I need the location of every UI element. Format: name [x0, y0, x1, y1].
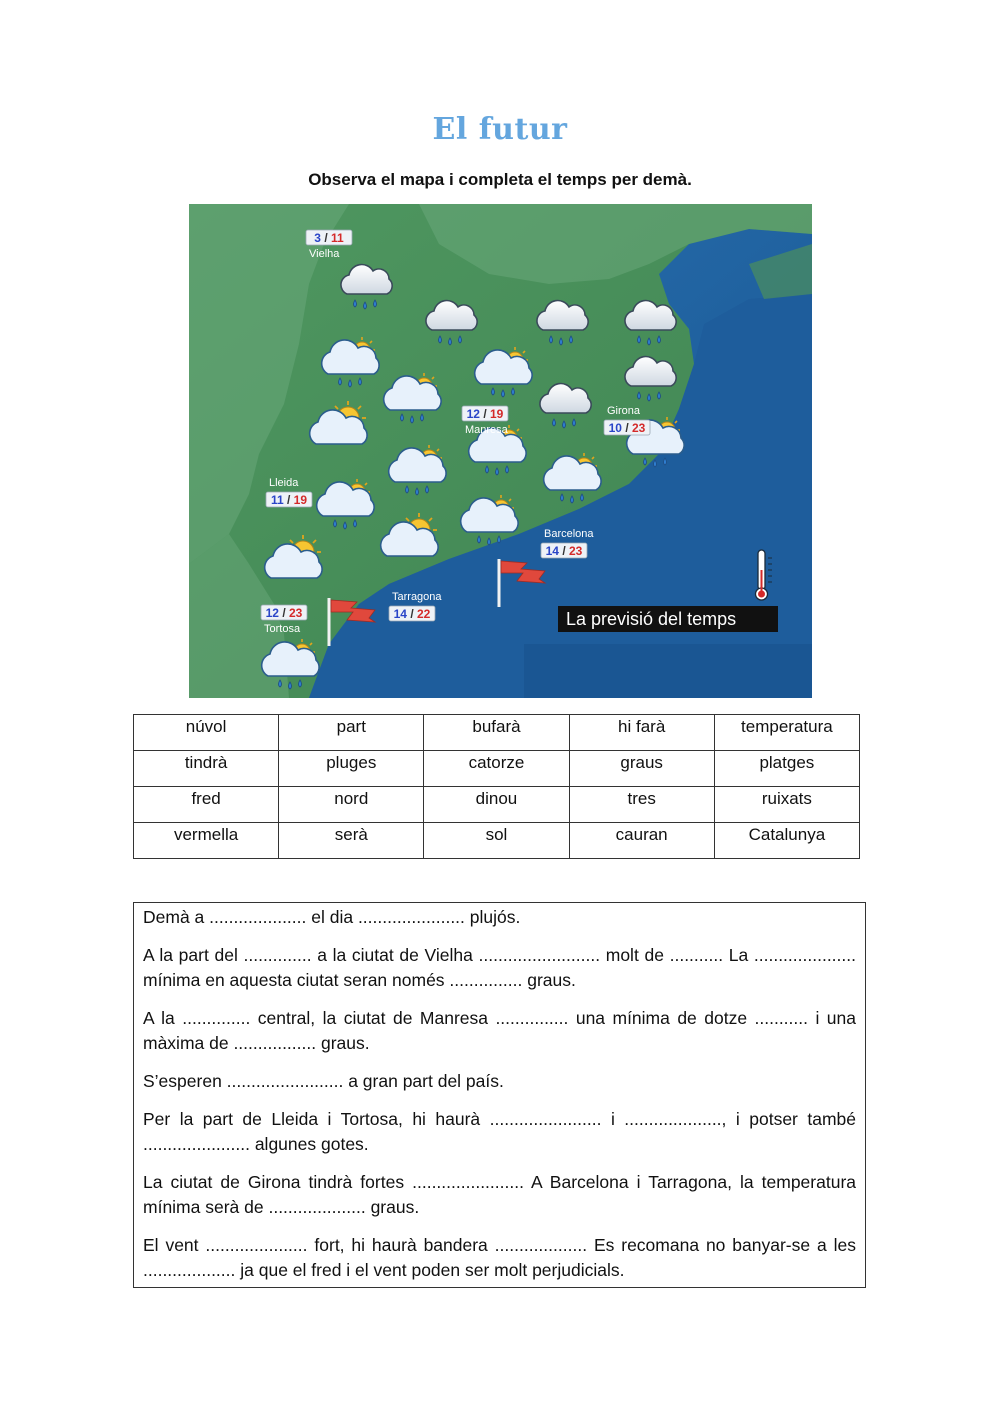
- city-label: [541, 528, 594, 558]
- city-name: Tortosa: [264, 623, 301, 635]
- word-cell: serà: [279, 823, 424, 859]
- exercise-sentence: A la .............. central, la ciutat de Manresa ............... una mínima de dotze ........... i una màxima de ................. graus.: [143, 1008, 856, 1053]
- word-row: [134, 715, 860, 751]
- word-cell: platges: [714, 751, 859, 787]
- temperature-range: 11 / 19: [270, 493, 308, 507]
- fill-in-exercise: [133, 902, 866, 1288]
- word-cell: temperatura: [714, 715, 859, 751]
- city-name: Lleida: [269, 477, 299, 489]
- city-name: Girona: [607, 405, 641, 417]
- exercise-sentence: A la part del .............. a la ciutat de Vielha ......................... molt de ........... La ..................... mínima en aquesta ciutat seran només ............... graus.: [143, 945, 856, 990]
- word-cell: hi farà: [569, 715, 714, 751]
- exercise-sentence: La ciutat de Girona tindrà fortes ....................... A Barcelona i Tarragona, la temperatura mínima serà de .................... graus.: [143, 1172, 856, 1217]
- page-title: El futur: [432, 112, 568, 147]
- word-cell: núvol: [134, 715, 279, 751]
- city-label: [389, 591, 442, 621]
- exercise-sentence: Per la part de Lleida i Tortosa, hi haurà ....................... i ...................., i potser també ...................... algunes gotes.: [143, 1109, 856, 1154]
- temperature-range: 3 / 11: [314, 231, 344, 245]
- word-cell: bufarà: [424, 715, 569, 751]
- min-temp: 10: [608, 421, 622, 435]
- word-cell: vermella: [134, 823, 279, 859]
- exercise-sentence: El vent ..................... fort, hi haurà bandera ................... Es recomana no banyar-se a les ................... ja que el fred i el vent poden ser molt perjudicials.: [143, 1235, 856, 1280]
- word-cell: tres: [569, 787, 714, 823]
- word-cell: ruixats: [714, 787, 859, 823]
- min-temp: 11: [270, 493, 284, 507]
- word-cell: part: [279, 715, 424, 751]
- max-temp: 23: [289, 606, 303, 620]
- max-temp: 23: [569, 544, 583, 558]
- word-cell: cauran: [569, 823, 714, 859]
- word-row: [134, 823, 860, 859]
- word-cell: nord: [279, 787, 424, 823]
- weather-map-svg: [189, 204, 812, 698]
- city-name: Manresa: [465, 424, 508, 436]
- word-cell: tindrà: [134, 751, 279, 787]
- min-temp: 14: [393, 607, 407, 621]
- word-cell: catorze: [424, 751, 569, 787]
- max-temp: 11: [331, 231, 344, 245]
- max-temp: 19: [490, 407, 504, 421]
- max-temp: 19: [293, 493, 308, 507]
- temperature-range: 12 / 23: [265, 606, 303, 620]
- city-name: Vielha: [309, 248, 340, 260]
- min-temp: 12: [265, 606, 279, 620]
- city-label: [462, 406, 509, 436]
- min-temp: 3: [314, 231, 321, 245]
- max-temp: 23: [632, 421, 646, 435]
- word-cell: fred: [134, 787, 279, 823]
- temperature-range: 12 / 19: [466, 407, 504, 421]
- exercise-sentence: Demà a .................... el dia ...................... plujós.: [143, 907, 521, 927]
- word-bank-table: [133, 714, 860, 859]
- temperature-range: 10 / 23: [608, 421, 646, 435]
- word-row: [134, 787, 860, 823]
- temperature-range: 14 / 22: [393, 607, 431, 621]
- word-cell: Catalunya: [714, 823, 859, 859]
- min-temp: 12: [466, 407, 480, 421]
- word-cell: sol: [424, 823, 569, 859]
- word-cell: pluges: [279, 751, 424, 787]
- temperature-range: 14 / 23: [545, 544, 583, 558]
- word-row: [134, 751, 860, 787]
- banner-text: La previsió del temps: [566, 609, 737, 629]
- word-cell: graus: [569, 751, 714, 787]
- city-name: Tarragona: [392, 591, 442, 603]
- word-cell: dinou: [424, 787, 569, 823]
- exercise-sentence: S’esperen ........................ a gran part del país.: [143, 1071, 504, 1091]
- min-temp: 14: [545, 544, 559, 558]
- city-name: Barcelona: [544, 528, 594, 540]
- instructions: Observa el mapa i completa el temps per demà.: [308, 170, 692, 189]
- weather-map: [189, 204, 812, 698]
- forecast-banner: [558, 606, 778, 632]
- max-temp: 22: [417, 607, 431, 621]
